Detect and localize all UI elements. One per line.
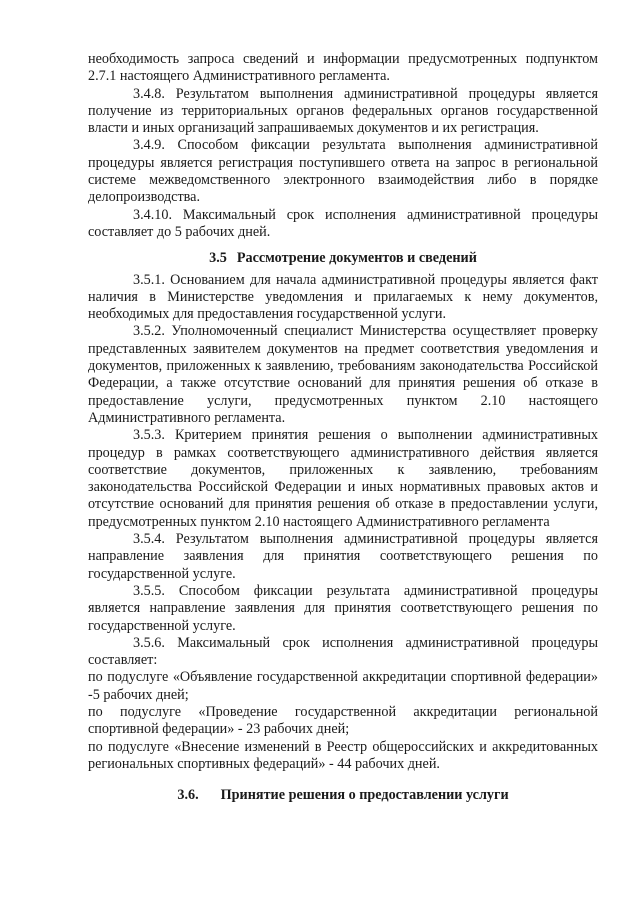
subservice-item: по подуслуге «Объявление государственной аккредитации спортивной федерации» -5 рабочих дней; <box>88 669 598 703</box>
paragraph-3-4-9: 3.4.9. Способом фиксации результата выполнения административной процедуры является регистрация поступившего ответа на запрос в региональной системе межведомственного электронного взаимодействия либо в порядке делопроизводства. <box>88 137 598 206</box>
paragraph-3-5-4: 3.5.4. Результатом выполнения административной процедуры является направление заявления для принятия соответствующего решения по государственной услуге. <box>88 531 598 582</box>
section-heading-3-5 <box>88 250 598 267</box>
subservice-item: по подуслуге «Проведение государственной аккредитации региональной спортивной федерации» - 23 рабочих дней; <box>88 703 598 738</box>
subservice-item: по подуслуге «Внесение изменений в Реестр общероссийских и аккредитованных региональных спортивных федераций» - 44 рабочих дней. <box>88 738 598 772</box>
paragraph-3-5-2: 3.5.2. Уполномоченный специалист Министерства осуществляет проверку представленных заявителем документов на предмет соответствия уведомления и документов, приложенных к заявлению, требованиям законодательства Российской Федерации, а также отсутствие оснований для принятия решения об отказе в предоставление услуги, предусмотренных пунктом 2.10 настоящего Административного регламента. <box>88 323 598 426</box>
paragraph-continuation: необходимость запроса сведений и информации предусмотренных подпунктом 2.7.1 настоящего Административного регламента. <box>88 51 598 85</box>
section-heading-3-6 <box>88 787 598 804</box>
paragraph-3-5-5: 3.5.5. Способом фиксации результата административной процедуры является направление заявления для принятия соответствующего решения по государственной услуге. <box>88 582 598 634</box>
section-title: Рассмотрение документов и сведений <box>236 250 477 267</box>
section-number: 3.5 <box>209 250 227 267</box>
paragraph-3-4-10: 3.4.10. Максимальный срок исполнения административной процедуры составляет до 5 рабочих дней. <box>88 206 598 240</box>
section-title: Принятие решения о предоставлении услуги <box>220 787 509 804</box>
document-page <box>88 51 598 808</box>
paragraph-3-4-8: 3.4.8. Результатом выполнения административной процедуры является получение из территориальных органов федеральных органов государственной власти и иных организаций запрашиваемых документов и их регистрация. <box>88 85 598 137</box>
paragraph-3-5-1: 3.5.1. Основанием для начала административной процедуры является факт наличия в Министерстве уведомления и прилагаемых к нему документов, необходимых для предоставления государственной услуги. <box>88 271 598 323</box>
paragraph-3-5-6: 3.5.6. Максимальный срок исполнения административной процедуры составляет: <box>88 634 598 669</box>
section-number: 3.6. <box>177 787 199 804</box>
paragraph-3-5-3: 3.5.3. Критерием принятия решения о выполнении административных процедур в рамках соответствующего административного действия является соответствие документов, приложенных к заявлению, требованиям законодательства Российской Федерации и иных нормативных правовых актов и отсутствие оснований для принятия решения об отказе в предоставлении услуги, предусмотренных пунктом 2.10 настоящего Административного регламента <box>88 427 598 530</box>
